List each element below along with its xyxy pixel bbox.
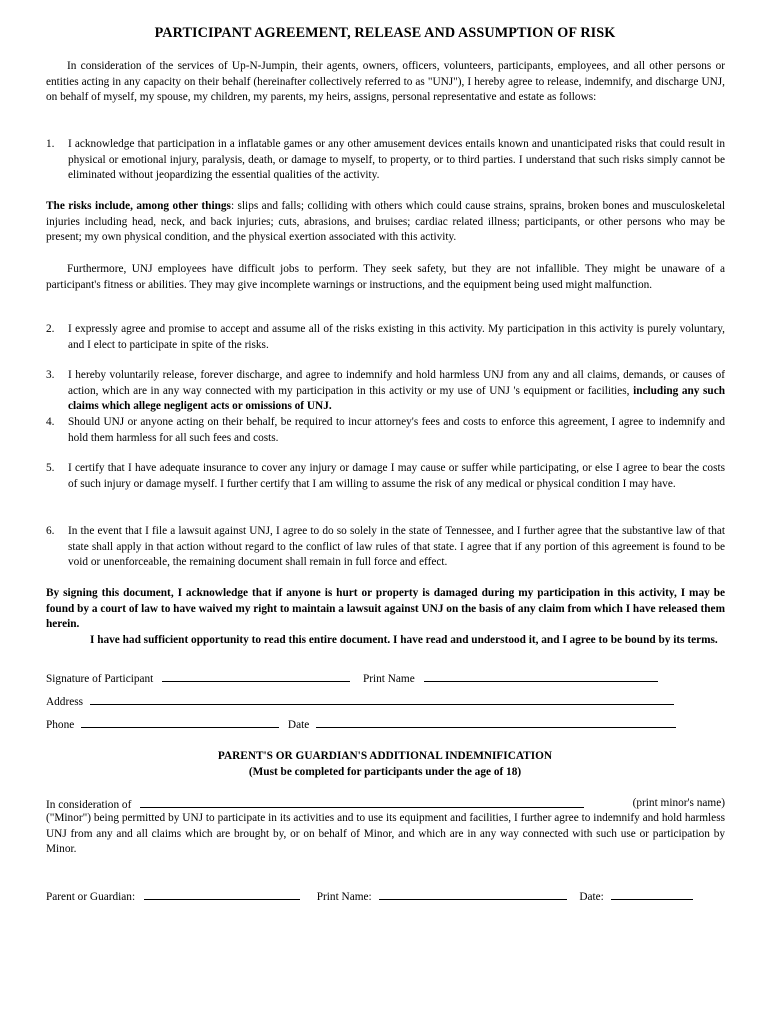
parent-label: Parent or Guardian: [46,891,136,903]
clause-number: 1. [46,138,55,150]
signing-acknowledgement: By signing this document, I acknowledge that if anyone is hurt or property is damaged during my participation in this activity, I may be found by a court of law to have waived my right to maintain a lawsuit against UNJ on the basis of any claim from which I have released them herein. [46,587,725,630]
guardian-date-label: Date: [579,891,604,903]
sufficient-opportunity: I have had sufficient opportunity to read this entire document. I have read and understood it, and I agree to be bound by its terms. [90,634,718,646]
print-name-label: Print Name [362,673,415,685]
risks-lead: The risks include, among other things [46,200,231,212]
date-label: Date [287,719,310,731]
phone-label: Phone [46,719,75,731]
address-field[interactable] [90,693,674,705]
address-label: Address [46,696,84,708]
phone-field[interactable] [81,716,279,728]
signature-field[interactable] [162,670,350,682]
clause-5 [46,461,725,492]
guardian-print-name-label: Print Name: [316,891,372,903]
intro-paragraph: In consideration of the services of Up-N-Jumpin, their agents, owners, officers, volunteers, participants, employees, and all other persons or entities acting in any capacity on their behalf (hereinafter collectively referred to as "UNJ"), I hereby agree to release, indemnify, and discharge UNJ, on behalf of myself, my spouse, my children, my parents, my heirs, assigns, personal representative and estate as follows: [46,60,725,103]
clause-3-text: I hereby voluntarily release, forever discharge, and agree to indemnify and hold harmless UNJ from any and all claims, demands, or causes of action, which are in any way connected with my participation in this activity or my use of UNJ 's equipment or facilities, [68,369,725,397]
address-row [46,693,674,711]
clause-text: I certify that I have adequate insurance to cover any injury or damage I may cause or suffer while participating, or else I agree to bear the costs of such injury or damage myself. I further certify that I am willing to assume the risk of any medical or physical condition I may have. [68,462,725,490]
document-title: PARTICIPANT AGREEMENT, RELEASE AND ASSUMPTION OF RISK [154,25,616,41]
clause-number: 5. [46,462,55,474]
clause-text: I acknowledge that participation in a inflatable games or any other amusement devices entails known and unanticipated risks that could result in physical or emotional injury, paralysis, death, or damage to myself, to property, or to third parties. I understand that such risks simply cannot be eliminated without jeopardizing the essential qualities of the activity. [68,138,725,181]
guardian-subheading: (Must be completed for participants under the age of 18) [248,766,522,778]
clause-number: 2. [46,323,55,335]
consideration-label: In consideration of [46,799,132,811]
clause-number: 3. [46,369,55,381]
guardian-date-field[interactable] [611,888,693,900]
furthermore-paragraph: Furthermore, UNJ employees have difficult jobs to perform. They seek safety, but they are not infallible. They might be unaware of a participant's fitness or abilities. They may give incomplete warnings or instructions, and the equipment being used might malfunction. [46,263,725,291]
signature-row [46,670,658,688]
risks-paragraph [46,199,725,246]
clause-number: 4. [46,416,55,428]
clause-text: Should UNJ or anyone acting on their behalf, be required to incur attorney's fees and costs to enforce this agreement, I agree to indemnify and hold them harmless for all such fees and costs. [68,416,725,444]
guardian-heading: PARENT'S OR GUARDIAN'S ADDITIONAL INDEMNIFICATION [217,750,553,762]
print-name-field[interactable] [424,670,658,682]
clause-2 [46,322,725,353]
clause-text [68,368,725,415]
phone-date-row [46,716,676,734]
clause-4 [46,415,725,446]
clause-3-bold: including any such claims which allege negligent acts or omissions of UNJ. [68,384,725,412]
clause-text: In the event that I file a lawsuit against UNJ, I agree to do so solely in the state of Tennessee, and I further agree that the substantive law of that state shall apply in that action without regard to the conflict of law rules of that state. I agree that if any portion of this agreement is found to be void or unenforceable, the remaining document shall remain in full force and effect. [68,525,725,568]
print-minor-label: (print minor's name) [632,797,725,809]
risks-text: : slips and falls; colliding with others which could cause strains, sprains, broken bones and musculoskeletal injuries including head, neck, and back injuries; cuts, abrasions, and bruises; cardiac related illness; participants, or other persons who may be present; my own physical condition, and the physical exertion associated with this activity. [46,200,725,243]
clause-text: I expressly agree and promise to accept and assume all of the risks existing in this activity. My participation in this activity is purely voluntary, and I elect to participate in spite of the risks. [68,323,725,351]
clause-6 [46,524,725,571]
clause-3 [46,368,725,415]
guardian-print-name-field[interactable] [379,888,567,900]
parent-signature-field[interactable] [144,888,300,900]
signature-label: Signature of Participant [46,673,154,685]
clause-1 [46,137,725,184]
minor-name-field[interactable] [140,796,584,808]
clause-number: 6. [46,525,55,537]
guardian-signature-row [46,888,693,906]
guardian-paragraph: ("Minor") being permitted by UNJ to participate in its activities and to use its equipment and facilities, I further agree to indemnify and hold harmless UNJ from any and all claims which are brought by, or on behalf of Minor, and which are in any way connected with such use or participation by Minor. [46,812,725,855]
date-field[interactable] [316,716,676,728]
